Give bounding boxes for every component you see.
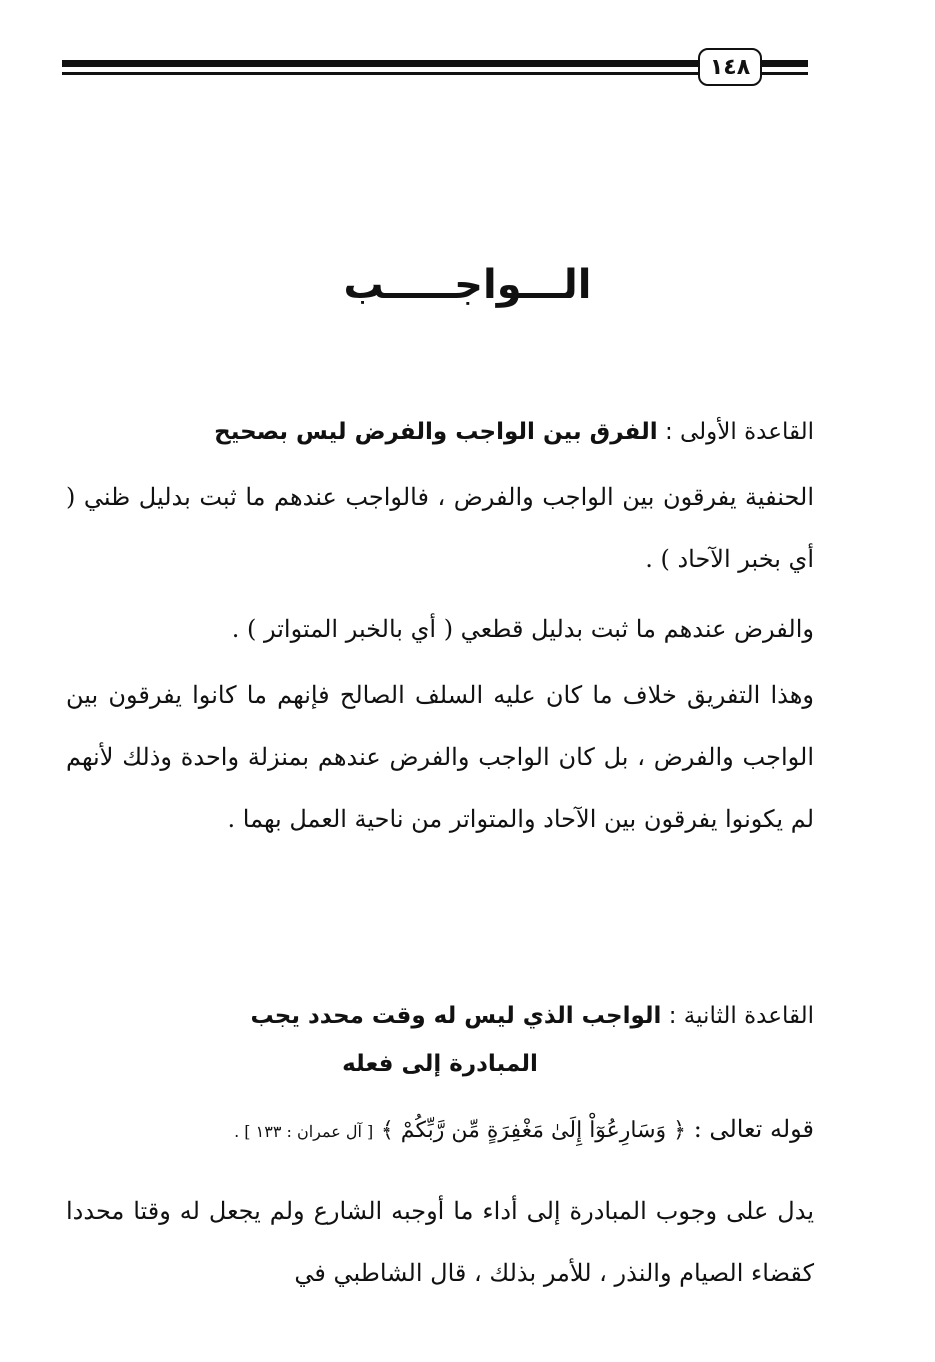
page-number: ١٤٨ [698,48,762,86]
rule-2-label: القاعدة الثانية : [668,1003,814,1029]
paragraph-mubadara: يدل على وجوب المبادرة إلى أداء ما أوجبه الشارع ولم يجعل له وقتا محددا كقضاء الصيام والنذر ، للأمر بذلك ، قال الشاطبي في [66,1197,814,1287]
verse-intro: قوله تعالى : [693,1115,814,1143]
rule-2-title-line2: المبادرة إلى فعله [342,1051,538,1077]
header-rule-thin [62,72,808,75]
chapter-title: الـــواجـــــب [343,262,592,308]
verse-citation: [ آل عمران : ١٣٣ ] . [234,1122,374,1141]
rule-2-heading [66,992,814,1040]
paragraph-fard: والفرض عندهم ما ثبت بدليل قطعي ( أي بالخبر المتواتر ) . [231,615,814,643]
rule-1-title: الفرق بين الواجب والفرض ليس بصحيح [214,419,658,445]
paragraph-salaf: وهذا التفريق خلاف ما كان عليه السلف الصالح فإنهم ما كانوا يفرقون بين الواجب والفرض ، بل كان الواجب والفرض عندهم بمنزلة واحدة وذلك لأنهم لم يكونوا يفرقون بين الآحاد والمتواتر من ناحية العمل بهما . [66,681,814,833]
header-rule-thick [62,60,808,67]
paragraph-hanafi: الحنفية يفرقون بين الواجب والفرض ، فالواجب عندهم ما ثبت بدليل ظني ( أي بخبر الآحاد ) . [66,483,814,573]
rule-1-label: القاعدة الأولى : [664,419,814,445]
rule-1-heading [66,408,814,456]
verse-line [66,1098,814,1163]
quran-verse: ﴿ وَسَارِعُوٓاْ إِلَىٰ مَغْفِرَةٍ مِّن رَّبِّكُمْ ﴾ [380,1118,687,1143]
rule-2-heading-continued [66,1040,814,1088]
rule-2-title-line1: الواجب الذي ليس له وقت محدد يجب [250,1003,662,1029]
